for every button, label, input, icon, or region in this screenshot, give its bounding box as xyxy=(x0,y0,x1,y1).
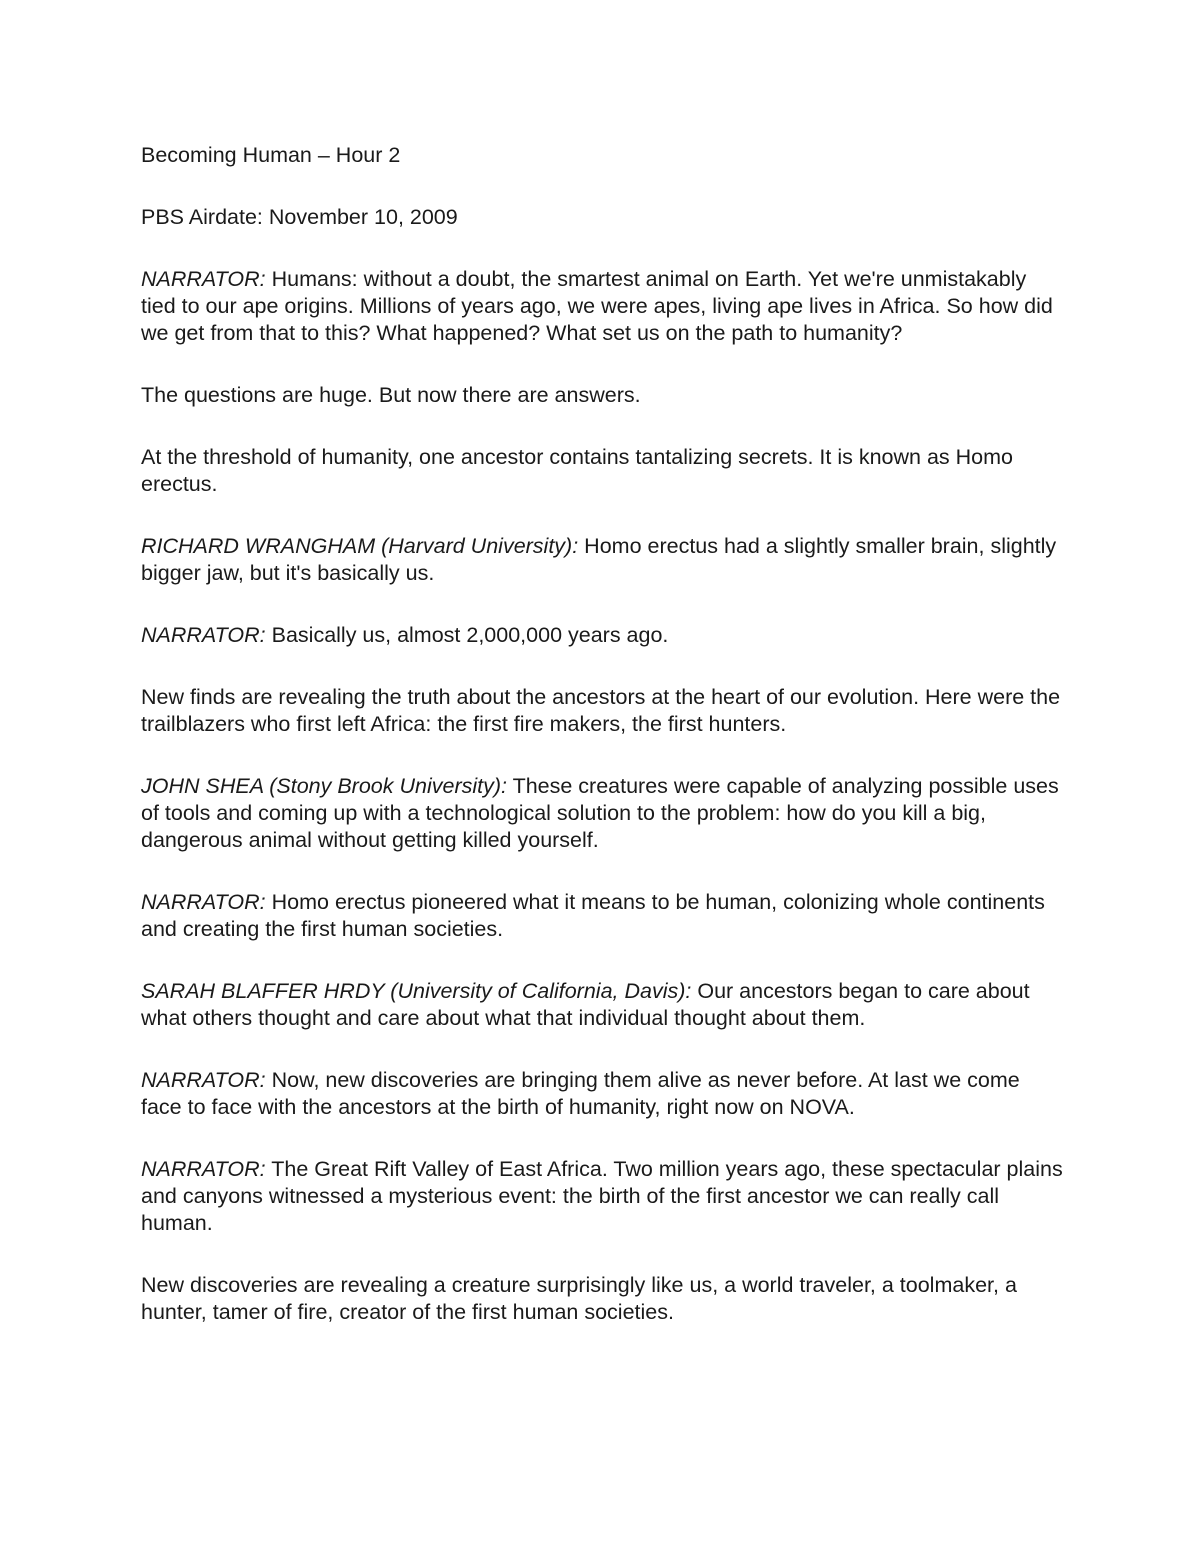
speaker-label: JOHN SHEA (Stony Brook University): xyxy=(141,774,507,798)
paragraph-text: The Great Rift Valley of East Africa. Two million years ago, these spectacular plains and canyons witnessed a mysterious event: the birth of the first ancestor we can really call human. xyxy=(141,1157,1063,1235)
paragraph-text: Our ancestors began to care about what others thought and care about what that individual thought about them. xyxy=(141,979,1030,1030)
paragraph-text: Basically us, almost 2,000,000 years ago. xyxy=(265,623,669,647)
speaker-label: NARRATOR: xyxy=(141,1157,266,1181)
transcript-paragraph xyxy=(141,889,1066,943)
speaker-label: NARRATOR: xyxy=(141,890,266,914)
paragraph-text: New finds are revealing the truth about the ancestors at the heart of our evolution. Here were the trailblazers who first left Africa: the first fire makers, the first hunters. xyxy=(141,685,1061,736)
transcript-paragraph xyxy=(141,382,1066,409)
transcript-paragraph xyxy=(141,622,1066,649)
paragraph-text: Humans: without a doubt, the smartest animal on Earth. Yet we're unmistakably tied to our ape origins. Millions of years ago, we were apes, living ape lives in Africa. So how did we get from that to this? What happened? What set us on the path to humanity? xyxy=(141,267,1053,345)
speaker-label: NARRATOR: xyxy=(141,623,266,647)
speaker-label: RICHARD WRANGHAM (Harvard University): xyxy=(141,534,579,558)
speaker-label: NARRATOR: xyxy=(141,267,266,291)
transcript-paragraph xyxy=(141,684,1066,738)
paragraph-text: Now, new discoveries are bringing them alive as never before. At last we come face to face with the ancestors at the birth of humanity, right now on NOVA. xyxy=(141,1068,1020,1119)
transcript-paragraph xyxy=(141,1156,1066,1237)
transcript-paragraph xyxy=(141,1272,1066,1326)
paragraph-text: Homo erectus had a slightly smaller brain, slightly bigger jaw, but it's basically us. xyxy=(141,534,1057,585)
paragraph-text: At the threshold of humanity, one ancestor contains tantalizing secrets. It is known as Homo erectus. xyxy=(141,445,1013,496)
document-body xyxy=(141,142,1066,1361)
transcript-paragraph xyxy=(141,773,1066,854)
transcript-paragraph xyxy=(141,444,1066,498)
speaker-label: NARRATOR: xyxy=(141,1068,266,1092)
paragraph-text: The questions are huge. But now there are answers. xyxy=(141,383,641,407)
transcript-paragraph xyxy=(141,978,1066,1032)
transcript-paragraph xyxy=(141,533,1066,587)
document-title: Becoming Human – Hour 2 xyxy=(141,143,401,167)
airdate-line: PBS Airdate: November 10, 2009 xyxy=(141,205,458,229)
transcript-paragraph xyxy=(141,266,1066,347)
paragraph-text: These creatures were capable of analyzing possible uses of tools and coming up with a technological solution to the problem: how do you kill a big, dangerous animal without getting killed yourself. xyxy=(141,774,1059,852)
paragraph-text: Homo erectus pioneered what it means to be human, colonizing whole continents and creating the first human societies. xyxy=(141,890,1045,941)
speaker-label: SARAH BLAFFER HRDY (University of California, Davis): xyxy=(141,979,692,1003)
transcript-paragraph xyxy=(141,1067,1066,1121)
paragraph-text: New discoveries are revealing a creature surprisingly like us, a world traveler, a toolmaker, a hunter, tamer of fire, creator of the first human societies. xyxy=(141,1273,1017,1324)
